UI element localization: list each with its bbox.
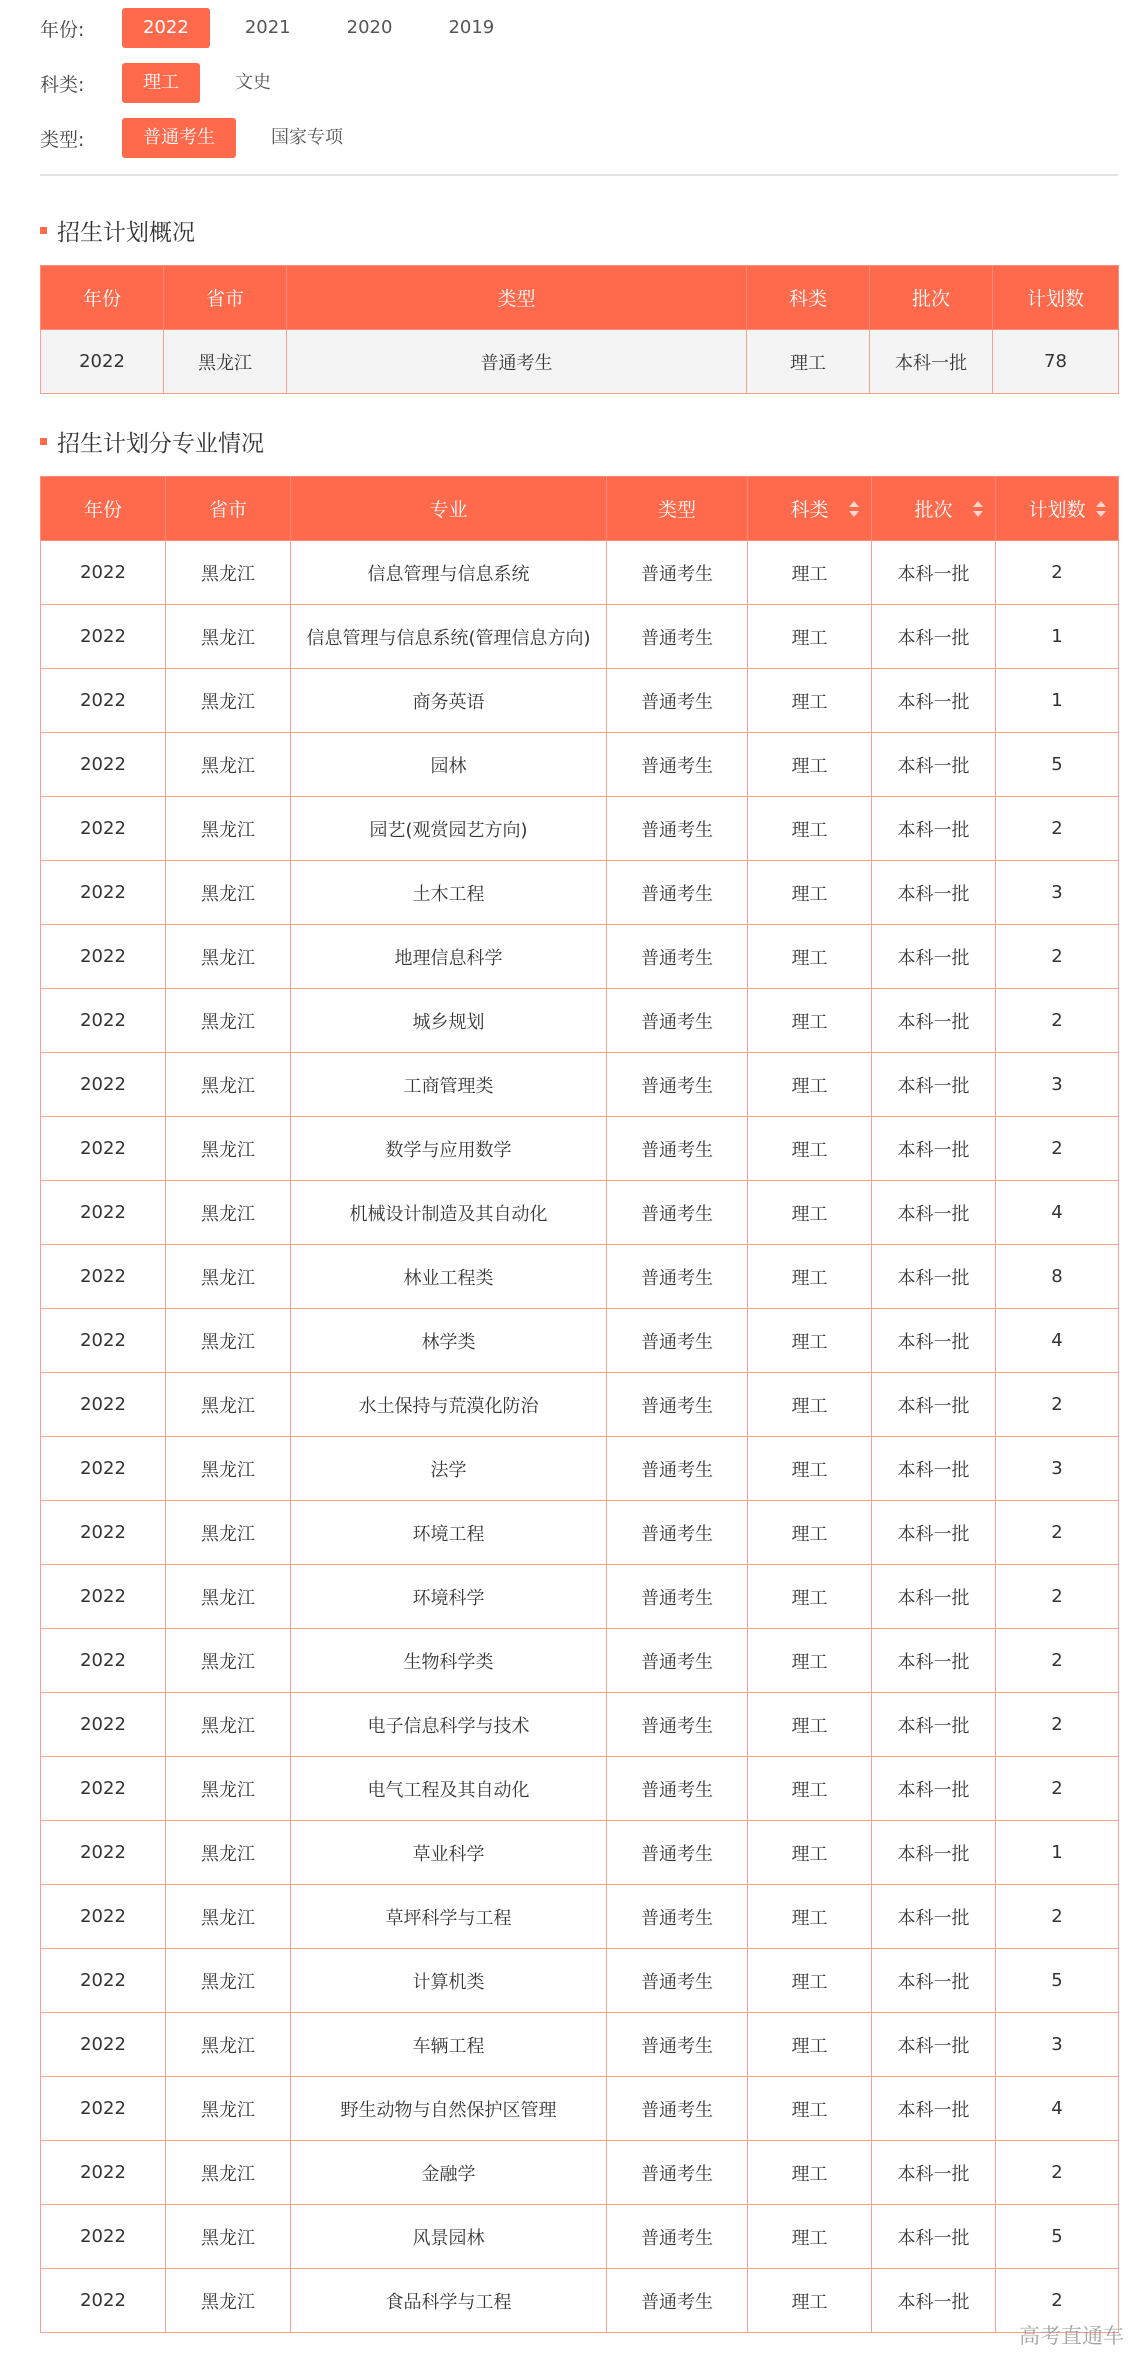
cell-subject: 理工 — [748, 1885, 872, 1949]
year-option-2020[interactable]: 2020 — [346, 17, 393, 38]
year-option-2021[interactable]: 2021 — [244, 17, 291, 38]
cell-plan: 2 — [996, 1501, 1119, 1565]
cell-year: 2022 — [41, 925, 166, 989]
cell-province: 黑龙江 — [166, 1821, 291, 1885]
cell-plan: 2 — [996, 1373, 1119, 1437]
summary-header-year: 年份 — [41, 266, 164, 330]
cell-major: 工商管理类 — [291, 1053, 607, 1117]
cell-type: 普通考生 — [607, 925, 748, 989]
cell-batch: 本科一批 — [872, 861, 996, 925]
cell-year: 2022 — [41, 1245, 166, 1309]
cell-batch: 本科一批 — [872, 1245, 996, 1309]
cell-subject: 理工 — [748, 925, 872, 989]
cell-province: 黑龙江 — [166, 1373, 291, 1437]
cell-type: 普通考生 — [607, 669, 748, 733]
cell-batch: 本科一批 — [872, 605, 996, 669]
summary-cell-province: 黑龙江 — [164, 330, 287, 394]
cell-subject: 理工 — [748, 1693, 872, 1757]
type-filter — [40, 118, 1115, 158]
type-option-regular[interactable]: 普通考生 — [122, 118, 236, 158]
cell-major: 城乡规划 — [291, 989, 607, 1053]
summary-header-batch: 批次 — [870, 266, 993, 330]
cell-subject: 理工 — [748, 1309, 872, 1373]
year-filter — [40, 8, 1115, 48]
summary-header-type: 类型 — [287, 266, 747, 330]
cell-batch: 本科一批 — [872, 2269, 996, 2333]
cell-major: 计算机类 — [291, 1949, 607, 2013]
table-row — [41, 1629, 1119, 1693]
table-row — [41, 1373, 1119, 1437]
cell-subject: 理工 — [748, 2205, 872, 2269]
cell-subject: 理工 — [748, 1757, 872, 1821]
cell-plan: 2 — [996, 925, 1119, 989]
cell-batch: 本科一批 — [872, 1373, 996, 1437]
cell-batch: 本科一批 — [872, 1757, 996, 1821]
table-row — [41, 1309, 1119, 1373]
cell-plan: 5 — [996, 1949, 1119, 2013]
cell-type: 普通考生 — [607, 1629, 748, 1693]
cell-year: 2022 — [41, 669, 166, 733]
cell-plan: 3 — [996, 2013, 1119, 2077]
cell-batch: 本科一批 — [872, 2013, 996, 2077]
cell-major: 机械设计制造及其自动化 — [291, 1181, 607, 1245]
cell-province: 黑龙江 — [166, 669, 291, 733]
cell-type: 普通考生 — [607, 2077, 748, 2141]
cell-batch: 本科一批 — [872, 2205, 996, 2269]
cell-year: 2022 — [41, 1885, 166, 1949]
cell-batch: 本科一批 — [872, 1821, 996, 1885]
summary-table — [40, 265, 1119, 394]
summary-row — [41, 330, 1119, 394]
majors-header-province: 省市 — [166, 477, 291, 541]
cell-type: 普通考生 — [607, 2013, 748, 2077]
majors-table — [40, 476, 1119, 2333]
cell-year: 2022 — [41, 2141, 166, 2205]
cell-batch: 本科一批 — [872, 1437, 996, 1501]
cell-province: 黑龙江 — [166, 2013, 291, 2077]
summary-cell-plan: 78 — [993, 330, 1119, 394]
cell-major: 电气工程及其自动化 — [291, 1757, 607, 1821]
table-row — [41, 605, 1119, 669]
cell-year: 2022 — [41, 861, 166, 925]
cell-subject: 理工 — [748, 2141, 872, 2205]
cell-province: 黑龙江 — [166, 2269, 291, 2333]
divider — [40, 174, 1118, 176]
cell-year: 2022 — [41, 2013, 166, 2077]
cell-subject: 理工 — [748, 605, 872, 669]
cell-province: 黑龙江 — [166, 797, 291, 861]
cell-type: 普通考生 — [607, 1565, 748, 1629]
cell-subject: 理工 — [748, 541, 872, 605]
summary-cell-batch: 本科一批 — [870, 330, 993, 394]
cell-province: 黑龙江 — [166, 1693, 291, 1757]
majors-header-plan[interactable] — [996, 477, 1119, 541]
cell-plan: 3 — [996, 1437, 1119, 1501]
table-row — [41, 1757, 1119, 1821]
cell-province: 黑龙江 — [166, 2141, 291, 2205]
cell-plan: 2 — [996, 2269, 1119, 2333]
cell-batch: 本科一批 — [872, 733, 996, 797]
cell-subject: 理工 — [748, 989, 872, 1053]
cell-type: 普通考生 — [607, 1309, 748, 1373]
cell-major: 草坪科学与工程 — [291, 1885, 607, 1949]
summary-header-province: 省市 — [164, 266, 287, 330]
cell-batch: 本科一批 — [872, 1309, 996, 1373]
cell-province: 黑龙江 — [166, 1885, 291, 1949]
cell-year: 2022 — [41, 2269, 166, 2333]
cell-type: 普通考生 — [607, 1053, 748, 1117]
cell-province: 黑龙江 — [166, 989, 291, 1053]
cell-major: 电子信息科学与技术 — [291, 1693, 607, 1757]
table-row — [41, 1949, 1119, 2013]
table-row — [41, 1245, 1119, 1309]
cell-type: 普通考生 — [607, 1693, 748, 1757]
majors-header-row — [41, 477, 1119, 541]
cell-batch: 本科一批 — [872, 1117, 996, 1181]
summary-header-row — [41, 266, 1119, 330]
cell-type: 普通考生 — [607, 1885, 748, 1949]
summary-header-subject: 科类 — [747, 266, 870, 330]
cell-major: 车辆工程 — [291, 2013, 607, 2077]
table-row — [41, 733, 1119, 797]
cell-major: 园林 — [291, 733, 607, 797]
cell-province: 黑龙江 — [166, 605, 291, 669]
cell-plan: 3 — [996, 1053, 1119, 1117]
cell-plan: 2 — [996, 1885, 1119, 1949]
table-row — [41, 1053, 1119, 1117]
summary-title-text: 招生计划概况 — [57, 220, 195, 246]
majors-header-type: 类型 — [607, 477, 748, 541]
cell-province: 黑龙江 — [166, 1053, 291, 1117]
cell-subject: 理工 — [748, 1501, 872, 1565]
majors-section-title — [40, 425, 264, 458]
cell-year: 2022 — [41, 1757, 166, 1821]
cell-plan: 2 — [996, 1693, 1119, 1757]
sort-icon[interactable] — [849, 501, 859, 517]
summary-cell-type: 普通考生 — [287, 330, 747, 394]
sort-icon[interactable] — [973, 501, 983, 517]
cell-batch: 本科一批 — [872, 925, 996, 989]
cell-type: 普通考生 — [607, 541, 748, 605]
cell-subject: 理工 — [748, 733, 872, 797]
cell-major: 水土保持与荒漠化防治 — [291, 1373, 607, 1437]
cell-year: 2022 — [41, 605, 166, 669]
cell-province: 黑龙江 — [166, 2205, 291, 2269]
cell-year: 2022 — [41, 1373, 166, 1437]
majors-table-body — [41, 541, 1119, 2333]
cell-province: 黑龙江 — [166, 1245, 291, 1309]
type-option-national[interactable]: 国家专项 — [271, 127, 343, 148]
cell-subject: 理工 — [748, 1181, 872, 1245]
cell-type: 普通考生 — [607, 2205, 748, 2269]
cell-plan: 1 — [996, 605, 1119, 669]
majors-header-plan-label: 计划数 — [1028, 499, 1086, 521]
cell-major: 林业工程类 — [291, 1245, 607, 1309]
cell-major: 林学类 — [291, 1309, 607, 1373]
cell-year: 2022 — [41, 1821, 166, 1885]
cell-batch: 本科一批 — [872, 1949, 996, 2013]
cell-subject: 理工 — [748, 1437, 872, 1501]
type-filter-label: 类型: — [40, 128, 85, 151]
cell-type: 普通考生 — [607, 2269, 748, 2333]
cell-plan: 4 — [996, 1181, 1119, 1245]
table-row — [41, 541, 1119, 605]
cell-type: 普通考生 — [607, 1501, 748, 1565]
cell-year: 2022 — [41, 989, 166, 1053]
cell-plan: 4 — [996, 2077, 1119, 2141]
majors-header-subject[interactable] — [748, 477, 872, 541]
cell-year: 2022 — [41, 1501, 166, 1565]
cell-batch: 本科一批 — [872, 1181, 996, 1245]
cell-batch: 本科一批 — [872, 1053, 996, 1117]
cell-province: 黑龙江 — [166, 1949, 291, 2013]
table-row — [41, 1565, 1119, 1629]
cell-plan: 2 — [996, 1565, 1119, 1629]
cell-type: 普通考生 — [607, 1181, 748, 1245]
cell-type: 普通考生 — [607, 797, 748, 861]
cell-type: 普通考生 — [607, 1373, 748, 1437]
year-option-2022[interactable]: 2022 — [122, 8, 210, 48]
section-marker — [40, 227, 47, 234]
cell-major: 草业科学 — [291, 1821, 607, 1885]
cell-plan: 3 — [996, 861, 1119, 925]
table-row — [41, 1181, 1119, 1245]
cell-province: 黑龙江 — [166, 861, 291, 925]
cell-plan: 8 — [996, 1245, 1119, 1309]
cell-batch: 本科一批 — [872, 2077, 996, 2141]
filter-panel — [40, 8, 1115, 173]
cell-plan: 5 — [996, 733, 1119, 797]
cell-type: 普通考生 — [607, 1117, 748, 1181]
table-row — [41, 925, 1119, 989]
table-row — [41, 2141, 1119, 2205]
summary-cell-year: 2022 — [41, 330, 164, 394]
cell-plan: 1 — [996, 1821, 1119, 1885]
cell-year: 2022 — [41, 1693, 166, 1757]
cell-year: 2022 — [41, 2077, 166, 2141]
cell-batch: 本科一批 — [872, 2141, 996, 2205]
table-row — [41, 1885, 1119, 1949]
cell-year: 2022 — [41, 797, 166, 861]
cell-plan: 5 — [996, 2205, 1119, 2269]
cell-batch: 本科一批 — [872, 1501, 996, 1565]
table-row — [41, 2013, 1119, 2077]
table-row — [41, 2205, 1119, 2269]
cell-province: 黑龙江 — [166, 1181, 291, 1245]
cell-major: 信息管理与信息系统 — [291, 541, 607, 605]
cell-major: 金融学 — [291, 2141, 607, 2205]
cell-major: 商务英语 — [291, 669, 607, 733]
cell-plan: 2 — [996, 2141, 1119, 2205]
table-row — [41, 797, 1119, 861]
subject-option-arts[interactable]: 文史 — [235, 72, 271, 93]
cell-batch: 本科一批 — [872, 797, 996, 861]
cell-type: 普通考生 — [607, 733, 748, 797]
majors-header-major: 专业 — [291, 477, 607, 541]
summary-cell-subject: 理工 — [747, 330, 870, 394]
cell-province: 黑龙江 — [166, 1309, 291, 1373]
cell-batch: 本科一批 — [872, 1693, 996, 1757]
cell-province: 黑龙江 — [166, 1501, 291, 1565]
cell-major: 法学 — [291, 1437, 607, 1501]
cell-major: 环境科学 — [291, 1565, 607, 1629]
sort-icon[interactable] — [1096, 501, 1106, 517]
cell-major: 信息管理与信息系统(管理信息方向) — [291, 605, 607, 669]
cell-subject: 理工 — [748, 861, 872, 925]
cell-batch: 本科一批 — [872, 1885, 996, 1949]
cell-year: 2022 — [41, 1053, 166, 1117]
subject-option-science[interactable]: 理工 — [122, 63, 200, 103]
cell-batch: 本科一批 — [872, 1629, 996, 1693]
cell-type: 普通考生 — [607, 1437, 748, 1501]
majors-header-batch-label: 批次 — [914, 499, 953, 521]
cell-batch: 本科一批 — [872, 541, 996, 605]
cell-plan: 2 — [996, 797, 1119, 861]
cell-plan: 2 — [996, 1629, 1119, 1693]
cell-province: 黑龙江 — [166, 925, 291, 989]
cell-subject: 理工 — [748, 669, 872, 733]
cell-year: 2022 — [41, 1309, 166, 1373]
cell-type: 普通考生 — [607, 2141, 748, 2205]
cell-province: 黑龙江 — [166, 1565, 291, 1629]
cell-batch: 本科一批 — [872, 669, 996, 733]
table-row — [41, 669, 1119, 733]
table-row — [41, 1693, 1119, 1757]
cell-province: 黑龙江 — [166, 733, 291, 797]
cell-subject: 理工 — [748, 2013, 872, 2077]
cell-subject: 理工 — [748, 2269, 872, 2333]
table-row — [41, 1501, 1119, 1565]
majors-title-text: 招生计划分专业情况 — [57, 431, 264, 457]
section-marker — [40, 438, 47, 445]
cell-plan: 1 — [996, 669, 1119, 733]
cell-type: 普通考生 — [607, 605, 748, 669]
cell-plan: 2 — [996, 541, 1119, 605]
table-row — [41, 2077, 1119, 2141]
cell-year: 2022 — [41, 733, 166, 797]
cell-province: 黑龙江 — [166, 1437, 291, 1501]
subject-filter — [40, 63, 1115, 103]
cell-major: 园艺(观赏园艺方向) — [291, 797, 607, 861]
cell-subject: 理工 — [748, 1245, 872, 1309]
cell-type: 普通考生 — [607, 989, 748, 1053]
cell-major: 地理信息科学 — [291, 925, 607, 989]
cell-province: 黑龙江 — [166, 2077, 291, 2141]
cell-type: 普通考生 — [607, 1757, 748, 1821]
cell-type: 普通考生 — [607, 1949, 748, 2013]
cell-batch: 本科一批 — [872, 1565, 996, 1629]
cell-plan: 2 — [996, 1117, 1119, 1181]
year-filter-label: 年份: — [40, 18, 85, 41]
cell-year: 2022 — [41, 2205, 166, 2269]
cell-major: 数学与应用数学 — [291, 1117, 607, 1181]
cell-type: 普通考生 — [607, 861, 748, 925]
cell-province: 黑龙江 — [166, 1757, 291, 1821]
summary-header-plan: 计划数 — [993, 266, 1119, 330]
cell-major: 食品科学与工程 — [291, 2269, 607, 2333]
cell-type: 普通考生 — [607, 1245, 748, 1309]
table-row — [41, 1437, 1119, 1501]
watermark: 高考直通车 — [1019, 2324, 1124, 2348]
subject-filter-label: 科类: — [40, 73, 85, 96]
cell-subject: 理工 — [748, 2077, 872, 2141]
cell-subject: 理工 — [748, 1053, 872, 1117]
majors-header-subject-label: 科类 — [790, 499, 829, 521]
year-option-2019[interactable]: 2019 — [448, 17, 495, 38]
cell-plan: 2 — [996, 1757, 1119, 1821]
table-row — [41, 989, 1119, 1053]
cell-subject: 理工 — [748, 1565, 872, 1629]
cell-province: 黑龙江 — [166, 1629, 291, 1693]
cell-subject: 理工 — [748, 1821, 872, 1885]
cell-plan: 4 — [996, 1309, 1119, 1373]
cell-year: 2022 — [41, 1629, 166, 1693]
table-row — [41, 861, 1119, 925]
cell-type: 普通考生 — [607, 1821, 748, 1885]
cell-subject: 理工 — [748, 1373, 872, 1437]
cell-year: 2022 — [41, 1437, 166, 1501]
cell-subject: 理工 — [748, 1117, 872, 1181]
cell-major: 环境工程 — [291, 1501, 607, 1565]
cell-major: 土木工程 — [291, 861, 607, 925]
cell-subject: 理工 — [748, 1949, 872, 2013]
summary-section-title — [40, 214, 195, 247]
cell-year: 2022 — [41, 541, 166, 605]
cell-province: 黑龙江 — [166, 541, 291, 605]
cell-major: 风景园林 — [291, 2205, 607, 2269]
cell-province: 黑龙江 — [166, 1117, 291, 1181]
majors-header-year: 年份 — [41, 477, 166, 541]
cell-major: 野生动物与自然保护区管理 — [291, 2077, 607, 2141]
cell-year: 2022 — [41, 1181, 166, 1245]
cell-subject: 理工 — [748, 1629, 872, 1693]
table-row — [41, 1821, 1119, 1885]
cell-subject: 理工 — [748, 797, 872, 861]
cell-year: 2022 — [41, 1949, 166, 2013]
cell-year: 2022 — [41, 1117, 166, 1181]
cell-year: 2022 — [41, 1565, 166, 1629]
cell-batch: 本科一批 — [872, 989, 996, 1053]
majors-header-batch[interactable] — [872, 477, 996, 541]
table-row — [41, 2269, 1119, 2333]
cell-major: 生物科学类 — [291, 1629, 607, 1693]
cell-plan: 2 — [996, 989, 1119, 1053]
table-row — [41, 1117, 1119, 1181]
